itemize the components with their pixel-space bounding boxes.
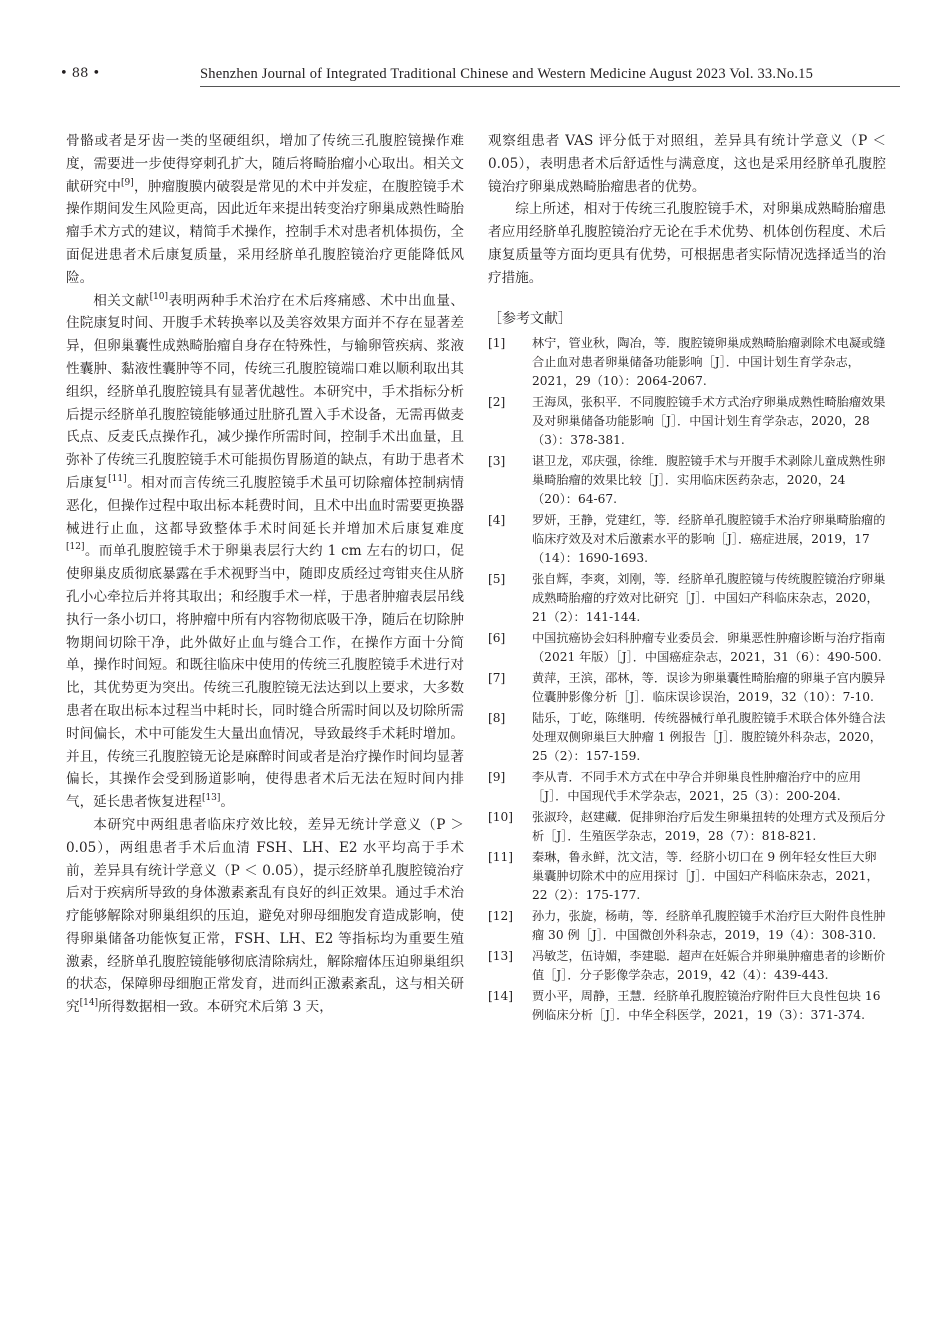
page-number: • 88 •	[60, 66, 101, 81]
reference-number: [13]	[488, 948, 514, 963]
reference-number: [8]	[488, 710, 506, 725]
reference-item	[488, 334, 886, 391]
paragraph: 综上所述，相对于传统三孔腹腔镜手术，对卵巢成熟畸胎瘤患者应用经脐单孔腹腔镜治疗无论在手术优势、机体创伤程度、术后康复质量等方面均更具有优势，可根据患者实际情况选择适当的治疗措施。	[488, 201, 886, 286]
reference-number: [9]	[488, 769, 506, 784]
reference-number: [7]	[488, 670, 506, 685]
paragraph: 观察组患者 VAS 评分低于对照组，差异具有统计学意义（P ＜ 0.05），表明患者术后舒适性与满意度，这也是采用经脐单孔腹腔镜治疗卵巢成熟畸胎瘤患者的优势。	[488, 133, 886, 195]
paragraph: 本研究中两组患者临床疗效比较，差异无统计学意义（P ＞ 0.05），两组患者手术后血清 FSH、LH、E2 水平均高于手术前，差异具有统计学意义（P ＜ 0.05），提示经脐单孔腹腔镜治疗后对于疾病所导致的身体激素紊乱有良好的纠正效果。通过手术治疗能够解除对卵巢组织的压迫，避免对卵母细胞发育造成影响，使得卵巢储备功能恢复正常，FSH、LH、E2 等指标均为重要生殖激素，经脐单孔腹腔镜能够彻底清除病灶，解除瘤体压迫卵巢组织的状态，保障卵母细胞正常发育，进而纠正激素紊乱，这与相关研究[14]所得数据相一致。本研究术后第 3 天，	[66, 816, 464, 1016]
citation[interactable]: [11]	[108, 473, 127, 484]
reference-item	[488, 709, 886, 766]
reference-item	[488, 768, 886, 806]
reference-text: 中国抗癌协会妇科肿瘤专业委员会．卵巢恶性肿瘤诊断与治疗指南（2021 年版）［J］．中国癌症杂志，2021，31（6）：490-500.	[532, 630, 886, 664]
page-header	[60, 64, 890, 86]
paragraph: 相关文献[10]表明两种手术治疗在术后疼痛感、术中出血量、住院康复时间、开腹手术转换率以及美容效果方面并不存在显著差异，但卵巢囊性成熟畸胎瘤自身存在特殊性，与输卵管疾病、浆液性囊肿、黏液性囊肿等不同，传统三孔腹腔镜端口难以顺利取出其组织，经脐单孔腹腔镜具有显著优越性。本研究中，手术指标分析后提示经脐单孔腹腔镜能够通过肚脐孔置入手术设备，无需再做麦氏点、反麦氏点操作孔，减少操作所需时间，控制手术出血量，且弥补了传统三孔腹腔镜手术可能损伤胃肠道的缺点，有助于患者术后康复[11]。相对而言传统三孔腹腔镜手术虽可切除瘤体控制病情恶化，但操作过程中取出标本耗费时间，且术中出血时需要更换器械进行止血，这都导致整体手术时间延长并增加术后康复难度[12]。而单孔腹腔镜手术于卵巢表层行大约 1 cm 左右的切口，促使卵巢皮质彻底暴露在手术视野当中，随即皮质经过弯钳夹住从脐孔小心牵拉后并将其取出；和经腹手术一样，于患者肿瘤表层吊线执行一条小切口，将肿瘤中所有内容物彻底吸干净，随后在切除肿物期间切除干净，此外做好止血与缝合工作，在操作方面十分简单，操作时间短。和既往临床中使用的传统三孔腹腔镜手术进行对比，其优势更为突出。传统三孔腹腔镜无法达到以上要求，大多数患者在取出标本过程当中耗时长，同时缝合所需时间以及切除所需时间偏长，术中可能发生大量出血情况，导致最终手术耗时增加。并且，传统三孔腹腔镜无论是麻醉时间或者是治疗操作时间均显著偏长，其操作会受到肠道影响，使得患者术后无法在短时间内排气，延长患者恢复进程[13]。	[66, 291, 465, 811]
reference-item	[488, 947, 886, 985]
citation[interactable]: [13]	[201, 793, 221, 804]
citation[interactable]: [12]	[66, 542, 85, 553]
reference-list	[488, 334, 886, 1025]
reference-text: 贾小平，周静，王慧．经脐单孔腹腔镜治疗附件巨大良性包块 16 例临床分析［J］．中华全科医学，2021，19（3）：371-374.	[532, 988, 881, 1022]
citation[interactable]: [10]	[149, 291, 169, 302]
reference-item	[488, 987, 886, 1025]
reference-item	[488, 907, 886, 945]
reference-number: [2]	[488, 394, 506, 409]
reference-item	[488, 452, 886, 509]
reference-text: 张自辉，李爽，刘刚，等．经脐单孔腹腔镜与传统腹腔镜治疗卵巢成熟畸胎瘤的疗效对比研究［J］．中国妇产科临床杂志，2020，21（2）：141-144.	[532, 571, 886, 624]
reference-item	[488, 808, 886, 846]
reference-text: 冯敏芝，伍诗媚，李建聪．超声在妊娠合并卵巢肿瘤患者的诊断价值［J］．分子影像学杂志，2019，42（4）：439-443.	[532, 948, 886, 982]
reference-item	[488, 629, 886, 667]
reference-number: [1]	[488, 335, 506, 350]
references-heading: ［参考文献］	[488, 310, 572, 327]
reference-number: [11]	[488, 849, 514, 864]
reference-text: 张淑玲，赵建藏．促排卵治疗后发生卵巢扭转的处理方式及预后分析［J］．生殖医学杂志，2019，28（7）：818-821.	[532, 809, 886, 843]
citation[interactable]: [9]	[121, 177, 134, 188]
reference-text: 陆乐，丁屹，陈继明．传统器械行单孔腹腔镜手术联合体外缝合法处理双侧卵巢巨大肿瘤 1 例报告［J］．腹腔镜外科杂志，2020，25（2）：157-159.	[532, 710, 886, 763]
reference-text: 王海凤，张积平．不同腹腔镜手术方式治疗卵巢成熟性畸胎瘤效果及对卵巢储备功能影响［J］．中国计划生育学杂志，2020，28（3）：378-381.	[532, 394, 886, 447]
reference-text: 黄萍，王滨，邵林，等．误诊为卵巢囊性畸胎瘤的卵巢子宫内膜异位囊肿影像分析［J］．临床误诊误治，2019，32（10）：7-10.	[532, 670, 886, 704]
reference-item	[488, 511, 886, 568]
reference-item	[488, 393, 886, 450]
reference-text: 罗妍，王静，党建红，等．经脐单孔腹腔镜手术治疗卵巢畸胎瘤的临床疗效及对术后激素水平的影响［J］．癌症进展，2019，17（14）：1690-1693.	[532, 512, 886, 565]
reference-item	[488, 848, 886, 905]
reference-text: 林宁，管业秋，陶冶，等．腹腔镜卵巢成熟畸胎瘤剥除术电凝或缝合止血对患者卵巢储备功能影响［J］．中国计划生育学杂志，2021，29（10）：2064-2067.	[532, 335, 886, 388]
reference-text: 秦琳，鲁永鲜，沈文洁，等．经脐小切口在 9 例年轻女性巨大卵巢囊肿切除术中的应用探讨［J］．中国妇产科临床杂志，2021，22（2）：175-177.	[532, 849, 879, 902]
reference-number: [14]	[488, 988, 514, 1003]
reference-text: 孙力，张旋，杨萌，等．经脐单孔腹腔镜手术治疗巨大附件良性肿瘤 30 例［J］．中国微创外科杂志，2019，19（4）：308-310.	[532, 908, 886, 942]
journal-title: Shenzhen Journal of Integrated Traditional Chinese and Western Medicine August 2023 Vol. 33.No.15	[200, 66, 814, 82]
reference-number: [6]	[488, 630, 506, 645]
reference-number: [10]	[488, 809, 514, 824]
reference-text: 李从青．不同手术方式在中孕合并卵巢良性肿瘤治疗中的应用［J］．中国现代手术学杂志，2021，25（3）：200-204.	[532, 769, 862, 803]
left-column	[66, 130, 464, 1019]
reference-number: [5]	[488, 571, 506, 586]
header-rule	[200, 86, 900, 87]
paragraph: 骨骼或者是牙齿一类的坚硬组织，增加了传统三孔腹腔镜操作难度，需要进一步使得穿刺孔扩大，随后将畸胎瘤小心取出。相关文献研究中[9]，肿瘤腹膜内破裂是常见的术中并发症，在腹腔镜手术操作期间发生风险更高，因此近年来提出转变治疗卵巢成熟性畸胎瘤手术方式的建议，精简手术操作，控制手术对患者机体损伤，全面促进患者术后康复质量，采用经脐单孔腹腔镜治疗更能降低风险。	[66, 133, 465, 286]
citation[interactable]: [14]	[79, 998, 99, 1009]
reference-item	[488, 570, 886, 627]
reference-number: [12]	[488, 908, 514, 923]
reference-number: [3]	[488, 453, 506, 468]
reference-item	[488, 669, 886, 707]
reference-number: [4]	[488, 512, 506, 527]
right-column	[488, 130, 886, 1027]
reference-text: 谌卫龙，邓庆强，徐维．腹腔镜手术与开腹手术剥除儿童成熟性卵巢畸胎瘤的效果比较［J］．实用临床医药杂志，2020，24（20）：64-67.	[532, 453, 886, 506]
